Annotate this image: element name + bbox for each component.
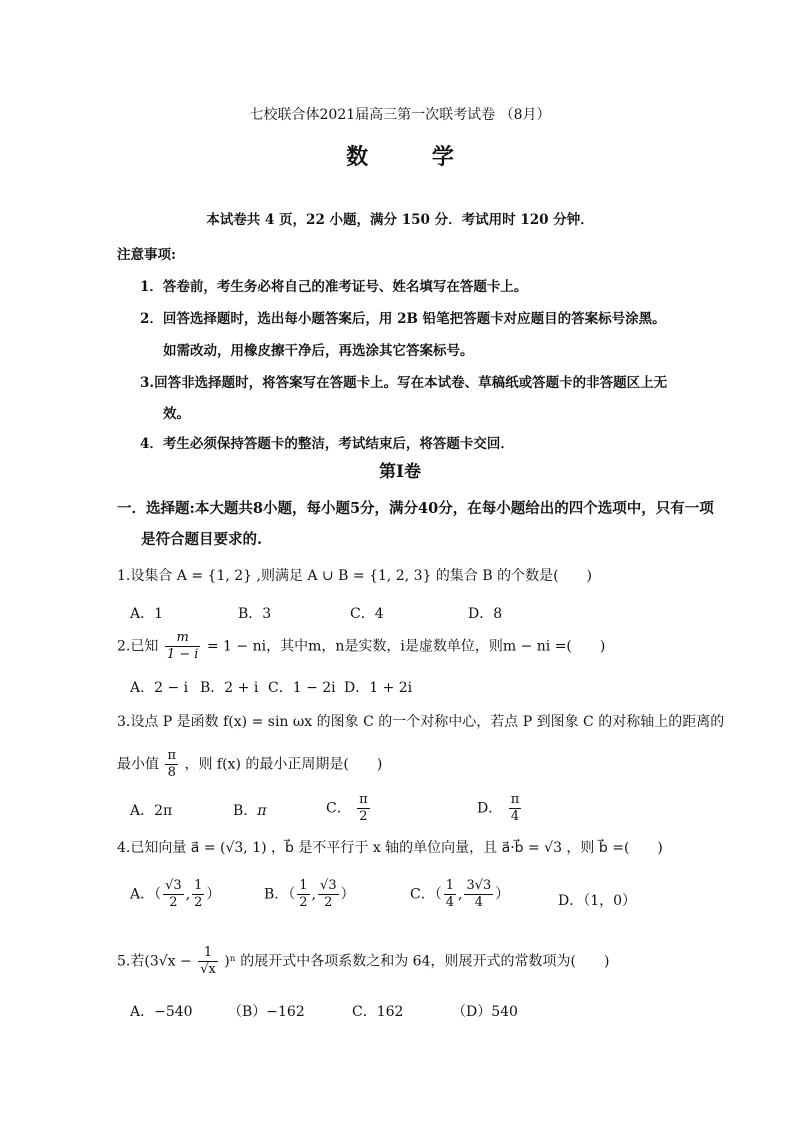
part-one-intro-cont: 是符合题目要求的. <box>141 531 263 548</box>
option-close: ） <box>495 886 510 903</box>
option-label: C． <box>326 800 351 817</box>
subject-title: 数 学 <box>346 144 482 170</box>
option-label: B．（ <box>264 886 296 903</box>
question-3-options <box>130 792 650 832</box>
notice-item: 4．考生必须保持答题卡的整洁，考试结束后，将答题卡交回． <box>140 436 514 452</box>
fraction-numerator: π <box>510 792 520 807</box>
fraction-numerator: π <box>167 748 176 763</box>
question-1-stem: 1.设集合 A = {1, 2} ,则满足 A ∪ B = {1, 2, 3} 的集合 B 的个数是( ) <box>117 568 592 584</box>
fraction-denominator: 4 <box>510 809 520 824</box>
fraction-numerator: 1 <box>194 878 203 893</box>
option-b: （B）−162 <box>228 1004 305 1020</box>
option-value: （1，0） <box>583 893 637 909</box>
notice-item: 如需改动，用橡皮擦干净后，再选涂其它答案标号。 <box>163 343 474 359</box>
exam-info: 本试卷共 4 页，22 小题，满分 150 分．考试用时 120 分钟． <box>206 212 594 228</box>
fraction-denominator: 8 <box>167 765 176 780</box>
option-c <box>326 792 372 825</box>
option-a: A．（ $\frac{√3}{2}$ , $\frac{1}{2}$ ） <box>130 878 221 910</box>
question-2-stem <box>117 630 605 663</box>
fraction-numerator: √3 <box>320 878 337 893</box>
fraction-numerator: m <box>165 630 201 647</box>
question-3-fraction <box>165 748 178 781</box>
fraction-numerator: 1 <box>445 878 454 893</box>
option-fraction <box>318 878 339 911</box>
part-one-intro: 一．选择题:本大题共8小题，每小题5分，满分40分，在每小题给出的四个选项中，只有一项 <box>117 500 714 517</box>
fraction-denominator: 4 <box>445 895 454 910</box>
fraction-numerator: 1 <box>299 878 308 893</box>
fraction-denominator: 2 <box>359 809 368 824</box>
fraction-denominator: 4 <box>474 895 483 910</box>
option-fraction <box>464 878 493 911</box>
question-2-suffix: = 1 − ni，其中m，n是实数，i是虚数单位，则m − ni =( ) <box>206 638 606 655</box>
option-label: A． <box>130 803 155 819</box>
option-fraction <box>297 878 309 911</box>
fraction-denominator: √x <box>200 962 216 977</box>
option-a: A．2 − i <box>130 680 189 696</box>
question-3-suffix: ，则 f(x) 的最小正周期是( ) <box>184 756 383 773</box>
option-a: A．1 <box>130 606 164 622</box>
option-close: ） <box>206 886 221 903</box>
fraction-denominator: 2 <box>324 895 333 910</box>
option-a <box>130 800 172 820</box>
fraction-numerator: √3 <box>165 878 182 893</box>
option-c: C．4 <box>350 606 384 622</box>
fraction-denominator: 1 − i <box>166 647 199 662</box>
option-label: C．（ <box>410 886 442 903</box>
option-close: ） <box>340 886 355 903</box>
option-d: D．1 + 2i <box>344 680 413 696</box>
question-5-stem <box>117 945 609 978</box>
question-5-suffix: )ⁿ 的展开式中各项系数之和为 64，则展开式的常数项为( ) <box>224 953 610 970</box>
notice-item: 1．答卷前，考生务必将自己的准考证号、姓名填写在答题卡上。 <box>140 279 528 295</box>
option-b: B．（ $\frac{1}{2}$ , $\frac{√3}{2}$ ） <box>264 878 355 910</box>
option-d <box>558 890 636 910</box>
option-value: 2π <box>154 803 173 819</box>
fraction-denominator: 2 <box>169 895 178 910</box>
question-2-prefix: 2.已知 <box>117 638 159 655</box>
notice-title: 注意事项: <box>117 247 176 263</box>
notice-item: 3.回答非选择题时，将答案写在答题卡上。写在本试卷、草稿纸或答题卡的非答题区上无 <box>140 375 668 391</box>
option-fraction <box>444 878 456 911</box>
option-label: D． <box>558 893 584 909</box>
notice-item: 2．回答选择题时，选出每小题答案后，用 2B 铅笔把答题卡对应题目的答案标号涂黑。 <box>140 311 666 327</box>
option-d: （D）540 <box>452 1004 518 1020</box>
option-c: C．（ $\frac{1}{4}$ , $\frac{3√3}{4}$ ） <box>410 878 510 910</box>
option-b <box>233 800 267 820</box>
question-5-options <box>130 1001 590 1021</box>
option-label: A．（ <box>130 886 162 903</box>
question-3-stem: 3.设点 P 是函数 f(x) = sin ωx 的图象 C 的一个对称中心，若点 P 到图象 C 的对称轴上的距离的 <box>117 714 725 730</box>
fraction-numerator: 3√3 <box>466 878 492 893</box>
fraction-numerator: π <box>359 792 368 807</box>
question-4-stem: 4.已知向量 a⃗ = (√3, 1) ，b⃗ 是不平行于 x 轴的单位向量，且 a⃗·b⃗ = √3 ，则 b⃗ =( ) <box>117 840 663 856</box>
option-fraction <box>192 878 204 911</box>
question-1-options <box>130 603 690 623</box>
question-3-stem-cont <box>117 748 382 781</box>
notice-item: 效。 <box>163 406 190 422</box>
option-d: D．8 <box>468 606 503 622</box>
option-value: π <box>257 803 267 819</box>
question-4-options <box>130 878 650 922</box>
option-b: B．3 <box>238 606 272 622</box>
option-fraction <box>357 792 370 825</box>
option-d <box>477 792 523 825</box>
question-3-prefix: 最小值 <box>117 756 159 773</box>
section-title: 第Ⅰ卷 <box>379 462 421 482</box>
exam-header: 七校联合体2021届高三第一次联考试卷 （8月） <box>249 107 551 123</box>
fraction-denominator: 2 <box>299 895 308 910</box>
option-label: B． <box>233 803 258 819</box>
option-b: B．2 + i <box>200 680 259 696</box>
question-5-fraction <box>198 945 218 978</box>
option-a: A．−540 <box>130 1004 193 1020</box>
option-fraction <box>509 792 522 825</box>
fraction-numerator: 1 <box>198 945 218 962</box>
option-label: D． <box>477 800 503 817</box>
option-fraction <box>163 878 184 911</box>
question-2-options <box>130 677 630 697</box>
question-5-prefix: 5.若(3√x − <box>117 953 192 970</box>
option-c: C．1 − 2i <box>268 680 336 696</box>
fraction-denominator: 2 <box>194 895 203 910</box>
question-2-fraction <box>165 630 201 663</box>
option-c: C．162 <box>352 1004 404 1020</box>
